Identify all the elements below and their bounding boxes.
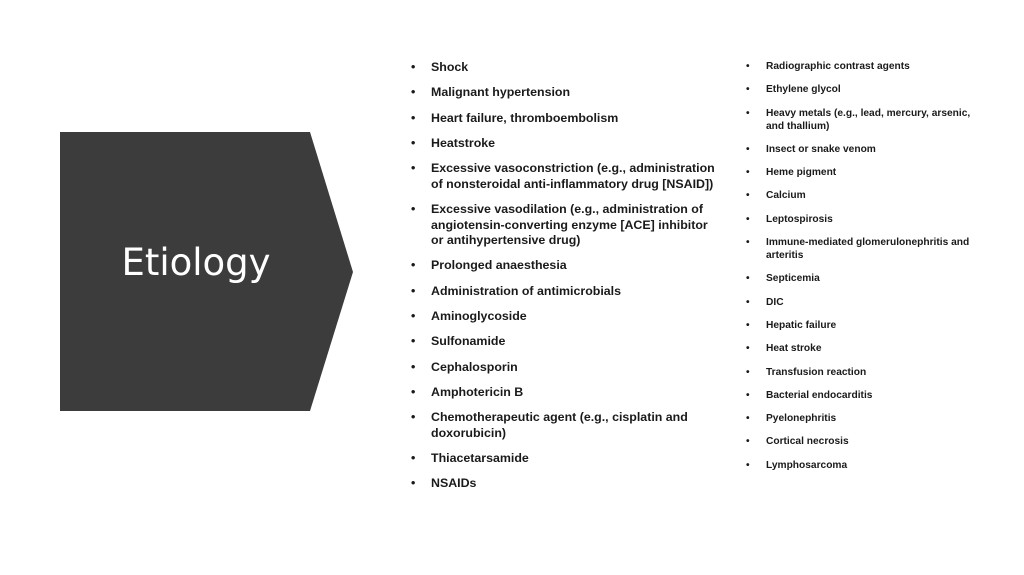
bullet-icon: • [411, 283, 416, 298]
list-item [411, 161, 721, 192]
bullet-icon: • [746, 213, 750, 225]
list-item [746, 107, 976, 133]
list-item-text: Heavy metals (e.g., lead, mercury, arsenic, and thallium) [766, 107, 971, 132]
bullet-icon: • [411, 161, 416, 176]
bullet-icon: • [411, 60, 416, 74]
list-item [746, 435, 976, 448]
list-item [746, 319, 976, 332]
bullet-icon: • [746, 84, 750, 96]
list-item-text: Administration of antimicrobials [431, 283, 622, 298]
list-item-text: Septicemia [766, 273, 820, 285]
bullet-icon: • [411, 85, 416, 100]
list-item-text: Bacterial endocarditis [766, 389, 873, 401]
list-item [746, 189, 976, 202]
list-item [746, 143, 976, 156]
list-item-text: Insect or snake venom [766, 143, 876, 155]
bullet-icon: • [411, 359, 416, 374]
list-item-text: NSAIDs [431, 476, 477, 491]
list-item [411, 60, 721, 76]
list-item [746, 389, 976, 402]
list-item-text: Aminoglycoside [431, 309, 527, 324]
list-item [746, 412, 976, 425]
bullet-icon: • [746, 459, 750, 471]
list-item-text: Prolonged anaesthesia [431, 258, 567, 273]
list-item-text: Heme pigment [766, 167, 837, 179]
list-item-text: Immune-mediated glomerulonephritis and arteritis [766, 237, 970, 262]
list-item [411, 111, 721, 127]
list-item [746, 342, 976, 355]
slide-title: Etiology [121, 241, 271, 284]
list-item [746, 272, 976, 285]
list-item-text: Ethylene glycol [766, 84, 841, 96]
list-item [746, 366, 976, 379]
list-item [411, 410, 721, 441]
list-item [411, 202, 721, 249]
list-item-text: Leptospirosis [766, 213, 833, 225]
bullet-icon: • [411, 410, 416, 425]
list-item-text: Heatstroke [431, 135, 496, 150]
list-item-text: Transfusion reaction [766, 366, 867, 378]
list-item [746, 83, 976, 96]
list-item-text: Sulfonamide [431, 334, 506, 349]
list-item-text: Chemotherapeutic agent (e.g., cisplatin and doxorubicin) [431, 410, 688, 440]
bullet-icon: • [411, 451, 416, 466]
bullet-icon: • [746, 343, 750, 355]
list-item [411, 334, 721, 350]
bullet-icon: • [411, 384, 416, 399]
list-item [746, 459, 976, 472]
list-item-text: Lymphosarcoma [766, 459, 848, 471]
list-item-text: Hepatic failure [766, 319, 837, 331]
bullet-icon: • [746, 319, 750, 331]
list-item-text: Thiacetarsamide [431, 451, 529, 466]
list-item-text: Radiographic contrast agents [766, 61, 910, 72]
bullet-icon: • [746, 296, 750, 308]
list-item [411, 385, 721, 401]
list-item [411, 360, 721, 376]
list-item [411, 258, 721, 274]
bullet-icon: • [411, 476, 416, 491]
list-item [746, 236, 976, 262]
bullet-icon: • [746, 436, 750, 448]
list-item-text: Malignant hypertension [431, 85, 571, 100]
list-item [746, 296, 976, 309]
bullet-icon: • [746, 237, 750, 249]
bullet-icon: • [746, 366, 750, 378]
etiology-list-right [746, 60, 976, 482]
list-item-text: Amphotericin B [431, 384, 524, 399]
bullet-icon: • [746, 61, 750, 72]
list-item-text: Calcium [766, 190, 806, 202]
bullet-icon: • [411, 309, 416, 324]
bullet-icon: • [746, 190, 750, 202]
bullet-icon: • [746, 107, 750, 119]
list-item [746, 166, 976, 179]
list-item-text: Pyelonephritis [766, 413, 837, 425]
bullet-icon: • [411, 334, 416, 349]
bullet-icon: • [746, 167, 750, 179]
list-item-text: Shock [431, 60, 469, 74]
list-item-text: Cortical necrosis [766, 436, 849, 448]
bullet-icon: • [411, 258, 416, 273]
list-item-text: Excessive vasoconstriction (e.g., administration of nonsteroidal anti-inflammatory drug [NSAID]) [431, 161, 715, 191]
list-item-text: Heat stroke [766, 343, 822, 355]
list-item [411, 476, 721, 492]
list-item-text: Excessive vasodilation (e.g., administration of angiotensin-converting enzyme [ACE] inhibitor or antihypertensive drug) [431, 202, 708, 248]
list-item [411, 85, 721, 101]
list-item-text: Heart failure, thromboembolism [431, 110, 619, 125]
etiology-list-left [411, 60, 721, 502]
bullet-icon: • [411, 110, 416, 125]
list-item [746, 213, 976, 226]
bullet-icon: • [746, 143, 750, 155]
list-item [411, 451, 721, 467]
list-item [746, 60, 976, 73]
bullet-icon: • [411, 202, 416, 216]
list-item-text: DIC [766, 296, 784, 308]
bullet-icon: • [746, 389, 750, 401]
list-item [411, 309, 721, 325]
bullet-icon: • [746, 273, 750, 285]
list-item [411, 136, 721, 152]
list-item [411, 284, 721, 300]
bullet-icon: • [411, 135, 416, 150]
list-item-text: Cephalosporin [431, 359, 518, 374]
bullet-icon: • [746, 413, 750, 425]
